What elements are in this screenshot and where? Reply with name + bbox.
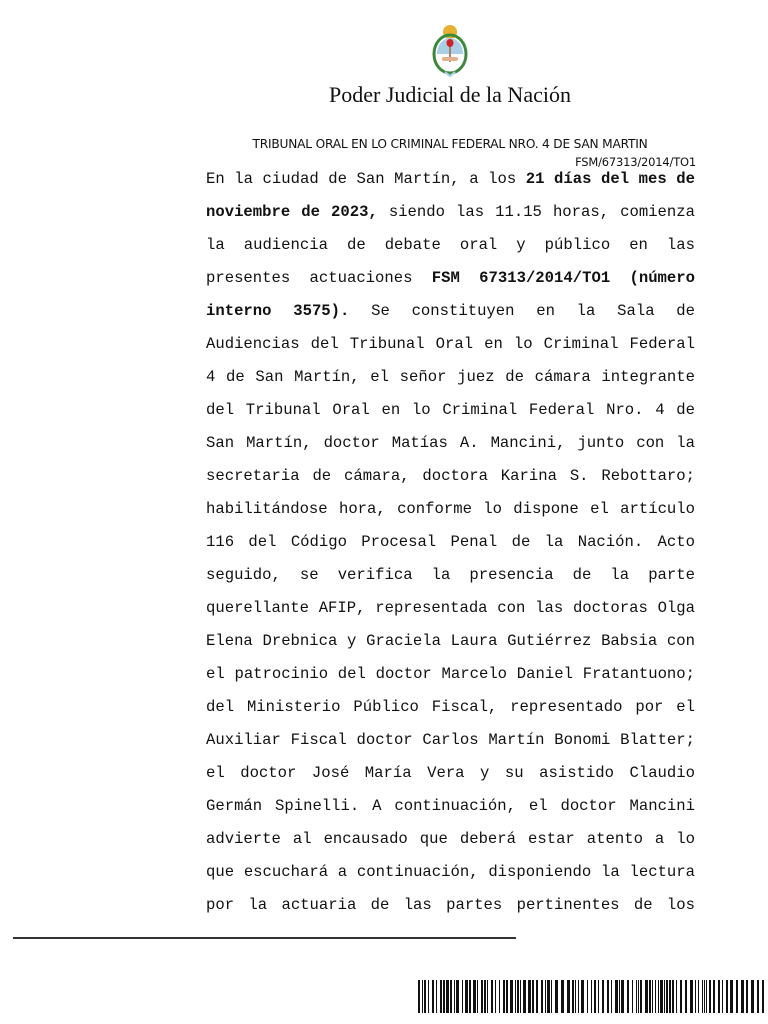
- barcode-bar: [638, 980, 639, 1013]
- text-line: [206, 168, 695, 201]
- text-line: [206, 696, 695, 729]
- text-segment: En la ciudad de San Martín, a los: [206, 170, 526, 188]
- barcode-bar: [572, 980, 574, 1013]
- text-line: [206, 267, 695, 300]
- text-line: [206, 201, 695, 234]
- barcode-bar: [713, 980, 715, 1013]
- barcode-bar: [690, 980, 693, 1013]
- barcode-bar: [418, 980, 420, 1013]
- bold-text: 21 días del mes de: [525, 170, 695, 188]
- barcode-bar: [523, 980, 526, 1013]
- barcode-bar: [704, 980, 705, 1013]
- barcode-bar: [499, 980, 500, 1013]
- text-line: [206, 729, 695, 762]
- barcode-bar: [757, 980, 759, 1013]
- barcode-bar: [443, 980, 445, 1013]
- barcode-bar: [649, 980, 651, 1013]
- barcode-bar: [746, 980, 748, 1013]
- bold-text: FSM 67313/2014/TO1 (número: [431, 269, 695, 287]
- barcode-bar: [440, 980, 442, 1013]
- barcode-bar: [469, 980, 471, 1013]
- text-line: [206, 465, 695, 498]
- barcode-bar: [741, 980, 744, 1013]
- text-segment: seguido, se verifica la presencia de la parte: [206, 566, 695, 584]
- barcode-bar: [581, 980, 584, 1013]
- document-body: [206, 168, 695, 927]
- barcode-bar: [450, 980, 452, 1013]
- text-line: [206, 498, 695, 531]
- barcode-bar: [594, 980, 596, 1013]
- barcode-bar: [636, 980, 637, 1013]
- text-segment: el patrocinio del doctor Marcelo Daniel Fratantuono;: [206, 665, 695, 683]
- barcode-bar: [751, 980, 754, 1013]
- barcode-bar: [598, 980, 599, 1013]
- text-line: [206, 333, 695, 366]
- text-line: [206, 828, 695, 861]
- barcode-bar: [664, 980, 665, 1013]
- text-segment: Se constituyen en la Sala de: [349, 302, 695, 320]
- text-line: [206, 762, 695, 795]
- text-segment: del Tribunal Oral en lo Criminal Federal Nro. 4 de: [206, 401, 695, 419]
- text-segment: 116 del Código Procesal Penal de la Nación. Acto: [206, 533, 695, 551]
- barcode-bar: [575, 980, 576, 1013]
- barcode-bar: [465, 980, 468, 1013]
- barcode-bar: [428, 980, 429, 1013]
- barcode-bar: [432, 980, 434, 1013]
- text-line: [206, 861, 695, 894]
- barcode-bar: [436, 980, 437, 1013]
- barcode-bar: [645, 980, 648, 1013]
- barcode-bar: [454, 980, 455, 1013]
- barcode-bar: [655, 980, 656, 1013]
- barcode-bar: [547, 980, 550, 1013]
- barcode-bar: [666, 980, 668, 1013]
- text-line: [206, 531, 695, 564]
- barcode-bar: [532, 980, 534, 1013]
- barcode-bar: [736, 980, 738, 1013]
- barcode-bar: [528, 980, 531, 1013]
- barcode-bar: [709, 980, 711, 1013]
- text-segment: por la actuaria de las partes pertinentes de los: [206, 896, 695, 914]
- barcode-bar: [477, 980, 478, 1013]
- text-line: [206, 300, 695, 333]
- text-segment: secretaria de cámara, doctora Karina S. Rebottaro;: [206, 467, 695, 485]
- barcode-bar: [676, 980, 677, 1013]
- barcode-bar: [660, 980, 663, 1013]
- barcode-bar: [702, 980, 703, 1013]
- text-segment: 4 de San Martín, el señor juez de cámara integrante: [206, 368, 695, 386]
- barcode-bar: [680, 980, 682, 1013]
- text-segment: que escuchará a continuación, disponiendo la lectura: [206, 863, 695, 881]
- text-segment: siendo las 11.15 horas, comienza: [377, 203, 695, 221]
- barcode-bar: [545, 980, 546, 1013]
- barcode-bar: [503, 980, 505, 1013]
- text-segment: Elena Drebnica y Graciela Laura Gutiérrez Babsia con: [206, 632, 695, 650]
- barcode-bar: [658, 980, 659, 1013]
- barcode-bar: [607, 980, 609, 1013]
- footer-divider: [13, 937, 516, 939]
- barcode-bar: [632, 980, 633, 1013]
- barcode-bar: [587, 980, 588, 1013]
- barcode-icon: [418, 980, 768, 1013]
- barcode-bar: [722, 980, 723, 1013]
- text-segment: San Martín, doctor Matías A. Mancini, junto con la: [206, 434, 695, 452]
- barcode-bar: [567, 980, 570, 1013]
- barcode-bar: [621, 980, 624, 1013]
- barcode-bar: [698, 980, 699, 1013]
- barcode-bar: [718, 980, 720, 1013]
- barcode-bar: [726, 980, 728, 1013]
- barcode-bar: [510, 980, 513, 1013]
- text-line: [206, 366, 695, 399]
- text-segment: Germán Spinelli. A continuación, el doctor Mancini: [206, 797, 695, 815]
- text-segment: del Ministerio Público Fiscal, representado por el: [206, 698, 695, 716]
- barcode-bar: [487, 980, 488, 1013]
- barcode-bar: [555, 980, 558, 1013]
- barcode-bar: [491, 980, 493, 1013]
- text-line: [206, 564, 695, 597]
- text-segment: el doctor José María Vera y su asistido Claudio: [206, 764, 695, 782]
- text-line: [206, 432, 695, 465]
- case-number: FSM/67313/2014/TO1: [575, 155, 696, 169]
- barcode-bar: [619, 980, 620, 1013]
- barcode-bar: [422, 980, 423, 1013]
- text-line: [206, 894, 695, 927]
- text-line: [206, 399, 695, 432]
- text-segment: Auxiliar Fiscal doctor Carlos Martín Bonomi Blatter;: [206, 731, 695, 749]
- text-segment: querellante AFIP, representada con las doctoras Olga: [206, 599, 695, 617]
- barcode-bar: [515, 980, 516, 1013]
- text-line: [206, 234, 695, 267]
- barcode-bar: [730, 980, 733, 1013]
- text-line: [206, 630, 695, 663]
- text-segment: advierte al encausado que deberá estar atento a lo: [206, 830, 695, 848]
- page-title: Poder Judicial de la Nación: [329, 82, 571, 107]
- barcode-bar: [611, 980, 612, 1013]
- barcode-bar: [424, 980, 426, 1013]
- barcode-bar: [578, 980, 579, 1013]
- barcode-bar: [561, 980, 564, 1013]
- barcode-bar: [473, 980, 476, 1013]
- barcode-bar: [627, 980, 629, 1013]
- coat-of-arms-icon: [431, 24, 469, 78]
- barcode-bar: [456, 980, 459, 1013]
- barcode-bar: [762, 980, 764, 1013]
- barcode-bar: [536, 980, 538, 1013]
- barcode-bar: [591, 980, 592, 1013]
- barcode-bar: [446, 980, 449, 1013]
- barcode-bar: [640, 980, 642, 1013]
- barcode-bar: [652, 980, 653, 1013]
- barcode-bar: [672, 980, 674, 1013]
- bold-text: interno 3575).: [206, 302, 350, 320]
- barcode-bar: [685, 980, 687, 1013]
- bold-text: noviembre de 2023,: [206, 203, 378, 221]
- barcode-bar: [506, 980, 508, 1013]
- text-line: [206, 795, 695, 828]
- barcode-bar: [706, 980, 707, 1013]
- text-segment: la audiencia de debate oral y público en las: [206, 236, 695, 254]
- barcode-bar: [520, 980, 521, 1013]
- text-line: [206, 597, 695, 630]
- barcode-bar: [669, 980, 671, 1013]
- barcode-bar: [695, 980, 696, 1013]
- tribunal-name: TRIBUNAL ORAL EN LO CRIMINAL FEDERAL NRO. 4 DE SAN MARTIN: [252, 137, 648, 151]
- barcode-bar: [484, 980, 486, 1013]
- barcode-bar: [551, 980, 552, 1013]
- barcode-bar: [602, 980, 604, 1013]
- barcode-bar: [481, 980, 483, 1013]
- text-line: [206, 663, 695, 696]
- barcode-bar: [541, 980, 543, 1013]
- text-segment: habilitándose hora, conforme lo dispone el artículo: [206, 500, 695, 518]
- barcode-bar: [462, 980, 463, 1013]
- barcode-bar: [517, 980, 519, 1013]
- text-segment: Audiencias del Tribunal Oral en lo Criminal Federal: [206, 335, 695, 353]
- barcode-bar: [615, 980, 618, 1013]
- text-segment: presentes actuaciones: [206, 269, 432, 287]
- barcode-bar: [495, 980, 496, 1013]
